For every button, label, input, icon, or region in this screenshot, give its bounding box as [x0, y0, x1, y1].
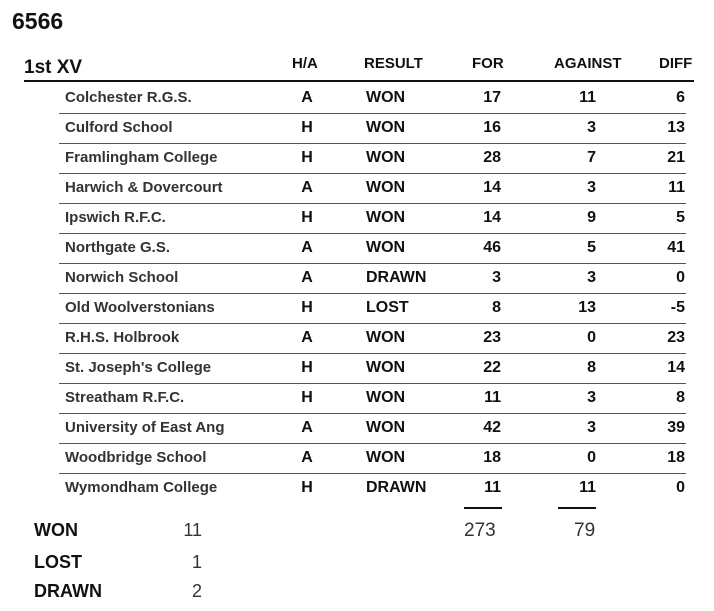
points-against: 3 — [587, 389, 596, 406]
points-diff: 0 — [676, 479, 685, 496]
points-diff: 39 — [667, 419, 685, 436]
points-against: 3 — [587, 269, 596, 286]
home-away: H — [301, 299, 313, 316]
home-away: A — [301, 239, 313, 256]
home-away: H — [301, 359, 313, 376]
result: WON — [366, 119, 406, 136]
header-result: RESULT — [364, 55, 423, 72]
summary-won-label: WON — [34, 520, 78, 540]
opponent-name: Wymondham College — [65, 479, 218, 496]
results-table — [0, 84, 714, 504]
header-for: FOR — [472, 55, 504, 72]
home-away: A — [301, 419, 313, 436]
result: DRAWN — [366, 479, 427, 496]
opponent-name: Framlingham College — [65, 149, 218, 166]
home-away: A — [301, 329, 313, 346]
points-for: 11 — [484, 389, 501, 406]
table-row — [0, 264, 714, 294]
summary-drawn-count: 2 — [191, 581, 202, 601]
points-for: 46 — [483, 239, 501, 256]
table-row — [0, 324, 714, 354]
points-diff: 23 — [667, 329, 685, 346]
table-row — [0, 174, 714, 204]
opponent-name: Woodbridge School — [65, 449, 207, 466]
points-for: 22 — [483, 359, 501, 376]
opponent-name: Norwich School — [65, 269, 179, 286]
points-for: 28 — [483, 149, 501, 166]
points-for: 11 — [484, 479, 501, 496]
points-against: 0 — [587, 449, 596, 466]
table-row — [0, 84, 714, 114]
points-against: 7 — [587, 149, 596, 166]
points-diff: 11 — [668, 179, 685, 196]
home-away: A — [301, 449, 313, 466]
points-against: 9 — [587, 209, 596, 226]
total-for: 273 — [464, 520, 496, 541]
result: WON — [366, 179, 406, 196]
points-against: 13 — [578, 299, 596, 316]
points-diff: 41 — [667, 239, 685, 256]
team-title: 1st XV — [24, 57, 83, 78]
result: LOST — [366, 299, 409, 316]
table-row — [0, 114, 714, 144]
header-rule — [24, 80, 694, 82]
opponent-name: R.H.S. Holbrook — [65, 329, 180, 346]
points-for: 8 — [492, 299, 501, 316]
points-against: 0 — [587, 329, 596, 346]
home-away: H — [301, 149, 313, 166]
result: WON — [366, 449, 406, 466]
points-against: 8 — [587, 359, 596, 376]
header-home-away: H/A — [292, 55, 318, 72]
home-away: H — [301, 209, 313, 226]
table-row — [0, 234, 714, 264]
summary-won-count: 11 — [183, 520, 202, 540]
result: WON — [366, 149, 406, 166]
points-diff: 18 — [667, 449, 685, 466]
points-diff: 6 — [676, 89, 685, 106]
summary-drawn-label: DRAWN — [34, 581, 102, 601]
points-diff: 5 — [676, 209, 685, 226]
header-against: AGAINST — [554, 55, 622, 72]
home-away: A — [301, 269, 313, 286]
home-away: H — [301, 479, 313, 496]
points-for: 14 — [483, 209, 501, 226]
points-against: 3 — [587, 419, 596, 436]
for-total-rule — [464, 507, 502, 509]
opponent-name: Ipswich R.F.C. — [65, 209, 166, 226]
opponent-name: University of East Ang — [65, 419, 225, 436]
points-diff: 21 — [667, 149, 685, 166]
result: WON — [366, 239, 406, 256]
points-diff: -5 — [670, 299, 685, 316]
points-for: 16 — [483, 119, 501, 136]
points-for: 3 — [492, 269, 501, 286]
summary-lost-label: LOST — [34, 552, 82, 572]
points-for: 23 — [483, 329, 501, 346]
opponent-name: Colchester R.G.S. — [65, 89, 192, 106]
home-away: H — [301, 389, 313, 406]
home-away: H — [301, 119, 313, 136]
points-diff: 14 — [667, 359, 685, 376]
points-against: 3 — [587, 119, 596, 136]
points-diff: 8 — [676, 389, 685, 406]
table-row — [0, 144, 714, 174]
table-row — [0, 444, 714, 474]
total-against: 79 — [574, 520, 596, 541]
opponent-name: Streatham R.F.C. — [65, 389, 185, 406]
opponent-name: Harwich & Dovercourt — [65, 179, 223, 196]
table-row — [0, 384, 714, 414]
header-diff: DIFF — [659, 55, 693, 72]
points-diff: 0 — [676, 269, 685, 286]
table-row — [0, 294, 714, 324]
opponent-name: Northgate G.S. — [65, 239, 171, 256]
points-against: 11 — [579, 89, 596, 106]
home-away: A — [301, 89, 313, 106]
result: WON — [366, 209, 406, 226]
points-for: 17 — [483, 89, 501, 106]
points-for: 42 — [483, 419, 501, 436]
home-away: A — [301, 179, 313, 196]
document-number: 6566 — [12, 8, 64, 34]
points-against: 5 — [587, 239, 596, 256]
result: WON — [366, 329, 406, 346]
points-against: 11 — [579, 479, 596, 496]
table-row — [0, 414, 714, 444]
result: WON — [366, 359, 406, 376]
points-diff: 13 — [667, 119, 685, 136]
summary-lost-count: 1 — [191, 552, 202, 572]
result: WON — [366, 389, 406, 406]
opponent-name: Culford School — [65, 119, 173, 136]
table-row — [0, 354, 714, 384]
table-row — [0, 204, 714, 234]
result: WON — [366, 89, 406, 106]
result: WON — [366, 419, 406, 436]
points-for: 18 — [483, 449, 501, 466]
opponent-name: Old Woolverstonians — [65, 299, 215, 316]
against-total-rule — [558, 507, 596, 509]
points-for: 14 — [483, 179, 501, 196]
points-against: 3 — [587, 179, 596, 196]
result: DRAWN — [366, 269, 427, 286]
table-row — [0, 474, 714, 504]
opponent-name: St. Joseph's College — [65, 359, 212, 376]
